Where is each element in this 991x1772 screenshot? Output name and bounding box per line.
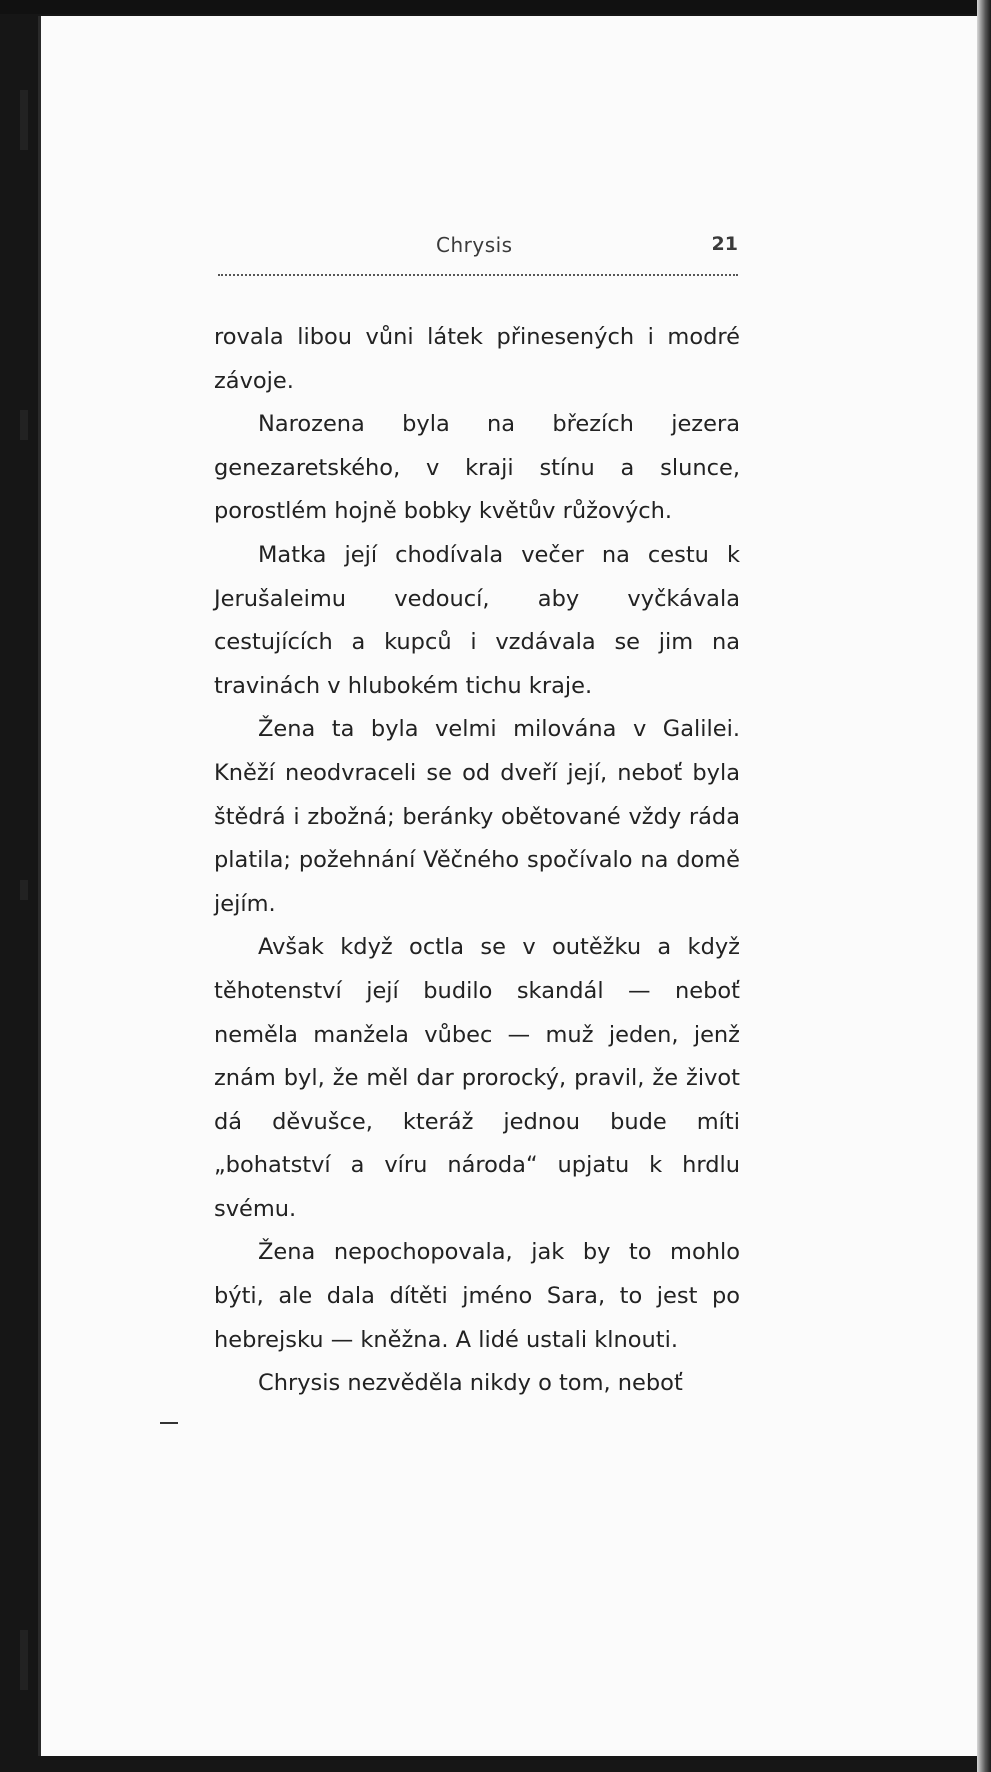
scan-edge-mark — [20, 880, 28, 900]
header-rule — [218, 274, 738, 276]
scan-edge-mark — [20, 90, 28, 150]
page-header — [218, 233, 738, 263]
paragraph: Žena ta byla velmi milována v Galilei. Kněží neodvraceli se od dveří její, neboť byla štědrá i zbožná; beránky obětované vždy ráda platila; požehnání Věčného spočívalo na domě jejím. — [214, 716, 740, 917]
scan-right-edge — [977, 0, 991, 1772]
scan-edge-mark — [20, 1630, 28, 1690]
paragraph: rovala libou vůni látek přinesených i modré závoje. — [214, 324, 740, 394]
paragraph: Chrysis nezvěděla nikdy o tom, neboť — [258, 1370, 683, 1397]
scan-edge-mark — [20, 410, 28, 440]
paragraph: Žena nepochopovala, jak by to mohlo býti, ale dala dítěti jméno Sara, to jest po hebrejsku — kněžna. A lidé ustali klnouti. — [214, 1239, 740, 1353]
running-title: Chrysis — [436, 233, 513, 257]
paragraph: Narozena byla na březích jezera genezaretského, v kraji stínu a slunce, porostlém hojně bobky květův růžových. — [214, 411, 740, 525]
body-text — [214, 316, 740, 1406]
scan-top-edge — [0, 0, 991, 14]
margin-mark — [160, 1422, 178, 1424]
page-number: 21 — [711, 233, 738, 255]
paragraph: Matka její chodívala večer na cestu k Jerušaleimu vedoucí, aby vyčkávala cestujících a kupců i vzdávala se jim na travinách v hlubokém tichu kraje. — [214, 541, 740, 699]
paragraph: Avšak když octla se v outěžku a když těhotenství její budilo skandál — neboť neměla manžela vůbec — muž jeden, jenž znám byl, že měl dar prorocký, pravil, že život dá děvušce, kteráž jednou bude míti „bohatství a víru národa“ upjatu k hrdlu svému. — [214, 934, 740, 1222]
